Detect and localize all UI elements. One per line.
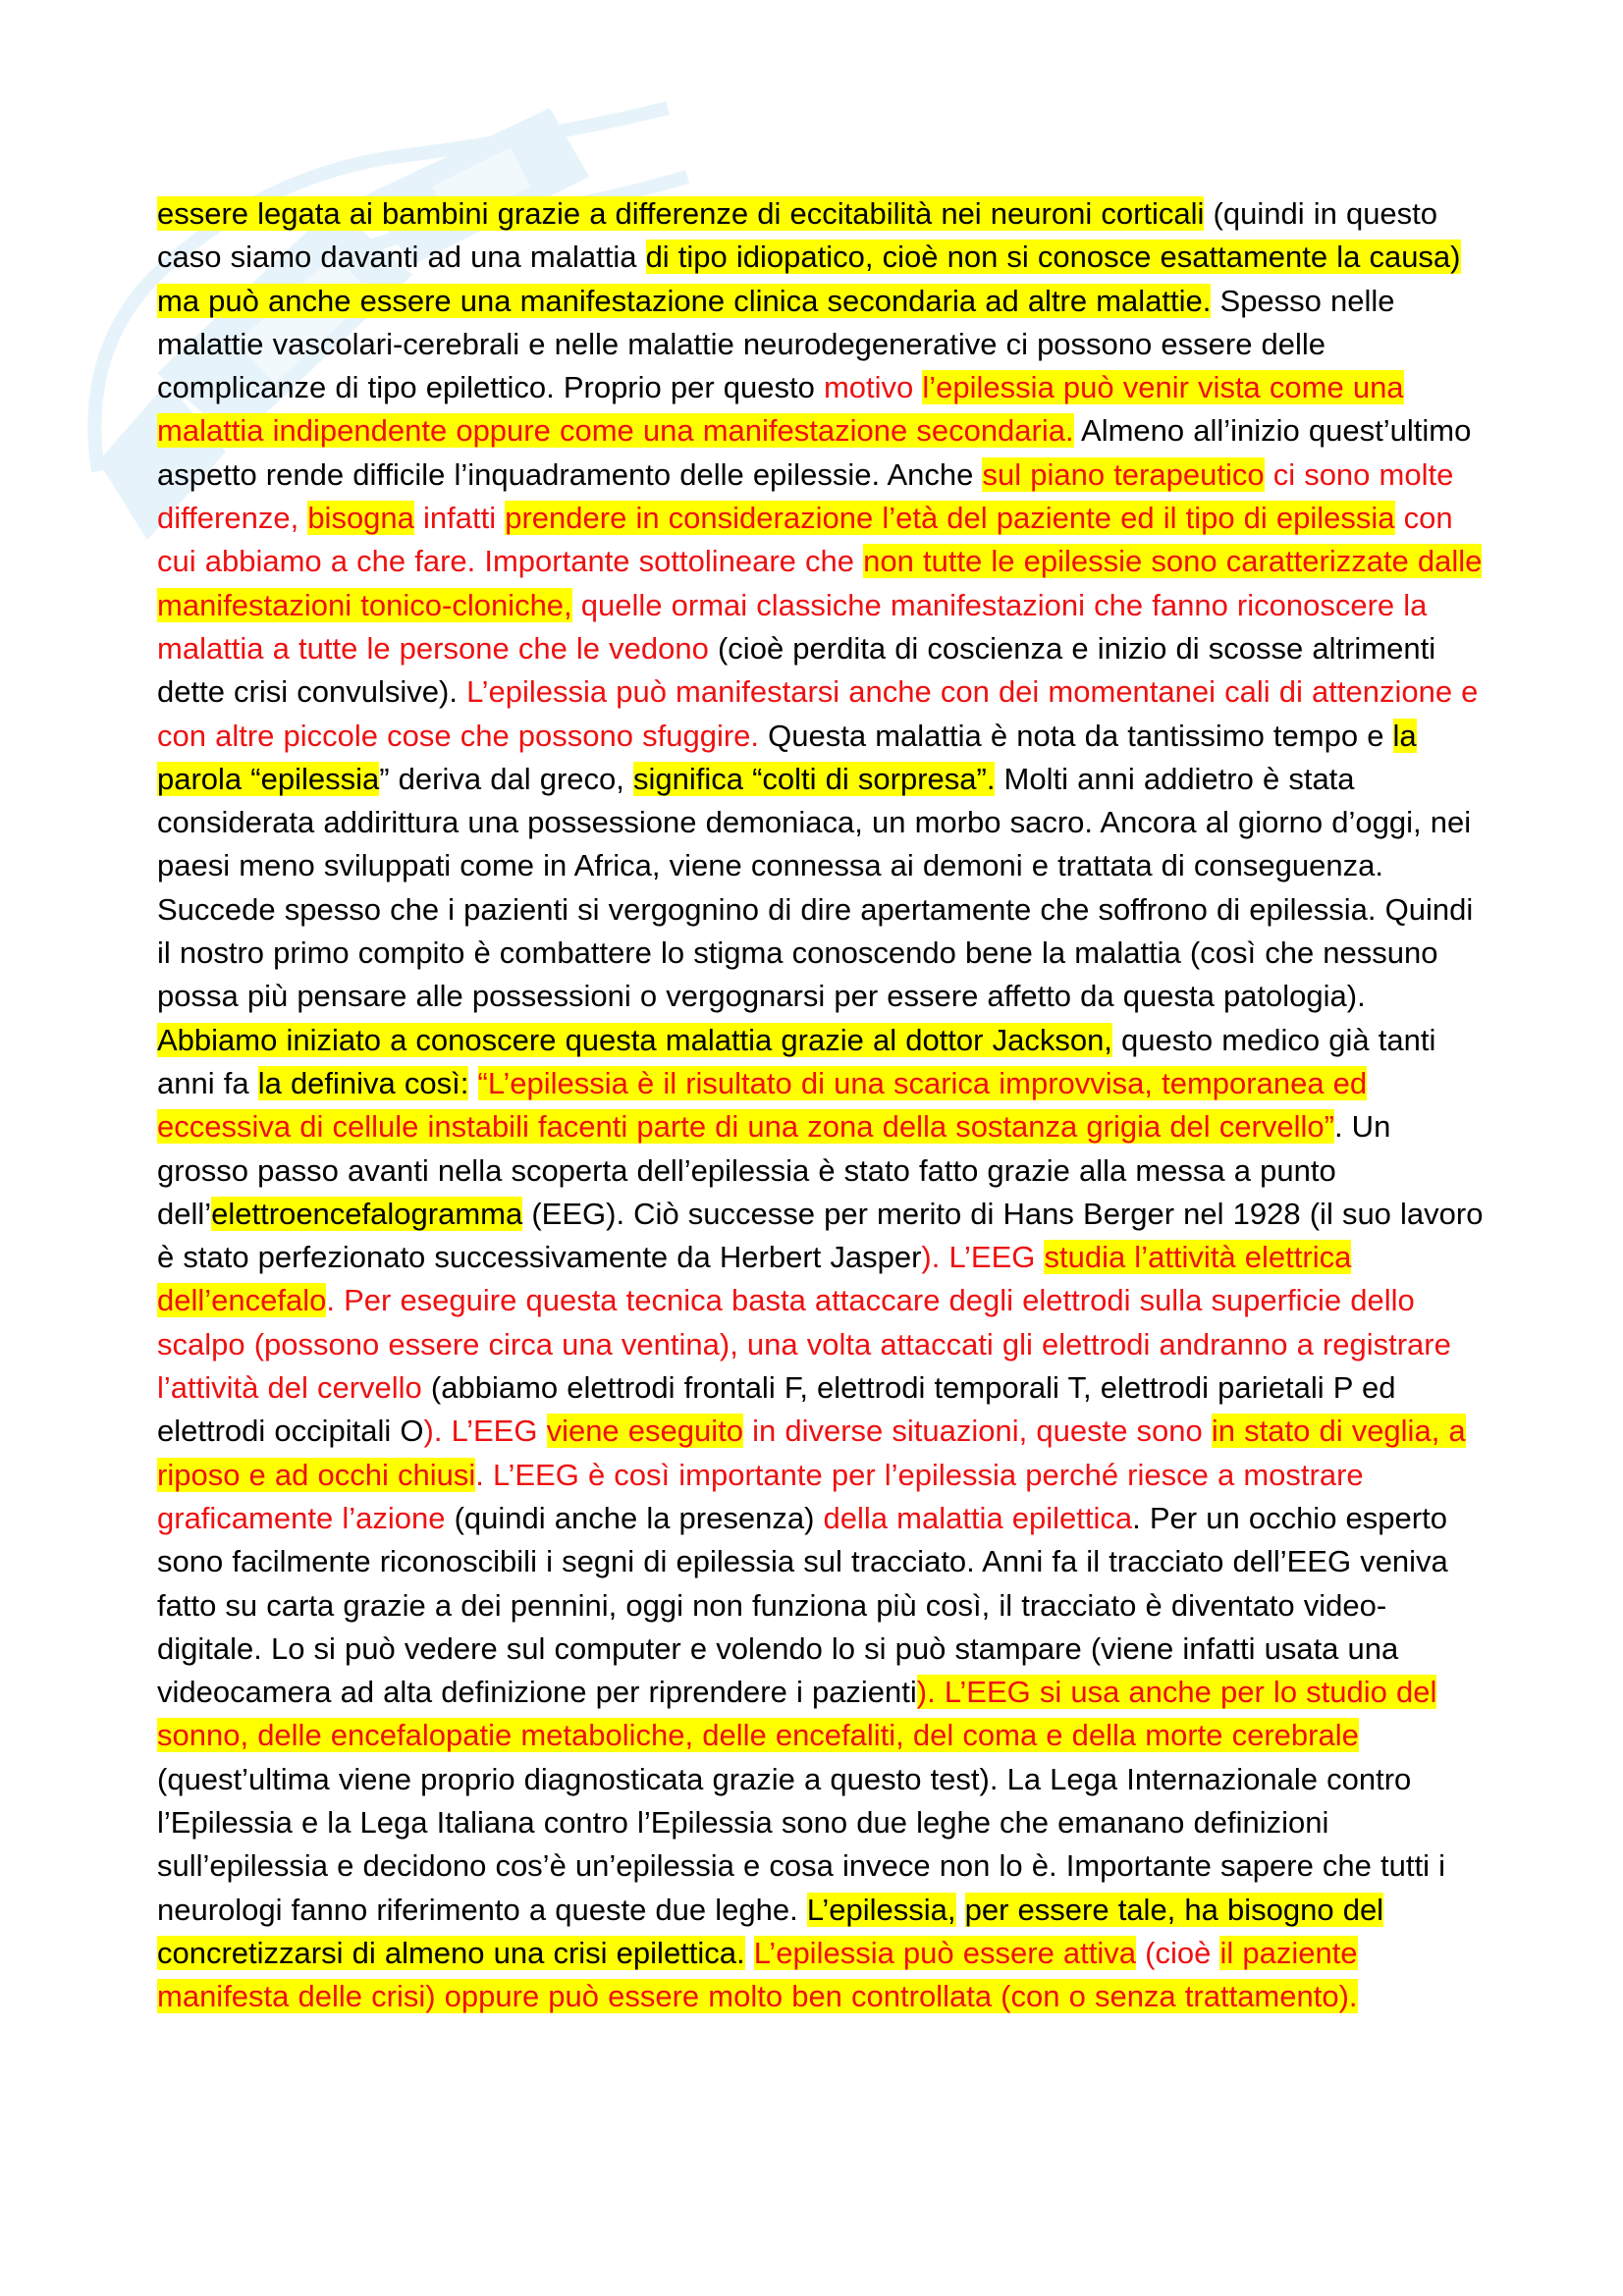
text-run: (EEG). Ciò successe per merito di Hans Berger nel 1928 (il suo lavoro è stato perfezionato successivamente da Herbert Jasper <box>157 1196 1484 1275</box>
text-run: studia l’attività elettrica dell’encefalo <box>157 1240 1352 1318</box>
text-run: la definiva così: <box>257 1065 469 1100</box>
text-run: quelle ormai classiche manifestazioni che fanno riconoscere la malattia a tutte le persone che le vedono <box>157 587 1428 666</box>
text-run: . L’EEG è così importante per l’epilessia perché riesce a mostrare graficamente l’azione <box>157 1457 1364 1535</box>
text-run: prendere in considerazione l’età del paziente ed il tipo di epilessia <box>505 501 1395 536</box>
paragraph <box>157 192 1488 2018</box>
text-run: L’epilessia, <box>806 1892 956 1927</box>
text-run: il paziente manifesta delle crisi) oppure può essere molto ben controllata (con o senza trattamento). <box>157 1935 1358 2014</box>
text-run: Almeno all’inizio quest’ultimo aspetto rende difficile l’inquadramento delle epilessie. Anche <box>157 413 1472 492</box>
text-run: Spesso nelle malattie vascolari-cerebrali e nelle malattie neurodegenerative ci possono essere delle complicanze di tipo epilettico. Proprio per questo <box>157 283 1395 405</box>
text-run: della malattia epilettica <box>823 1500 1133 1535</box>
text-run: (cioè perdita di coscienza e inizio di scosse altrimenti dette crisi convulsive). <box>157 630 1436 710</box>
text-run: elettroencefalogramma <box>211 1196 523 1231</box>
text-run: “L’epilessia è il risultato di una scarica improvvisa, temporanea ed eccessiva di cellule instabili facenti parte di una zona della sostanza grigia del cervello” <box>157 1065 1368 1145</box>
text-run: (quindi in questo caso siamo davanti ad una malattia <box>157 196 1438 275</box>
text-run: . Un grosso passo avanti nella scoperta dell’epilessia è stato fatto grazie alla messa a punto dell’ <box>157 1109 1391 1231</box>
text-run: motivo <box>823 370 923 405</box>
document-text <box>157 192 1488 2018</box>
text-run <box>745 1936 754 1970</box>
text-run: infatti <box>413 501 506 536</box>
text-run: L’epilessia può essere attiva <box>753 1935 1137 1970</box>
text-run: in stato di veglia, a riposo e ad occhi chiusi <box>157 1414 1466 1492</box>
text-run <box>468 1066 477 1100</box>
text-run: non tutte le epilessie sono caratterizzate dalle manifestazioni tonico-cloniche, <box>157 544 1483 622</box>
text-run: sul piano terapeutico <box>982 456 1265 492</box>
text-run: (cioè <box>1136 1935 1220 1970</box>
text-run: ). L’EEG <box>423 1414 547 1449</box>
text-run: . Per eseguire questa tecnica basta attaccare degli elettrodi sulla superficie dello scalpo (possono essere circa una ventina), una volta attaccati gli elettrodi andranno a registrare l’attività del cervello <box>157 1283 1451 1406</box>
text-run: ). L’EEG si usa anche per lo studio del sonno, delle encefalopatie metaboliche, delle encefaliti, del coma e della morte cerebrale <box>157 1675 1437 1753</box>
text-run: ci sono molte differenze, <box>157 456 1454 536</box>
text-run: la parola “epilessia <box>157 718 1417 796</box>
text-run: bisogna <box>307 501 414 536</box>
text-run: di tipo idiopatico, cioè non si conosce esattamente la causa) ma può anche essere una manifestazione clinica secondaria ad altre malattie. <box>157 240 1461 318</box>
text-run: viene eseguito <box>546 1414 743 1449</box>
text-run: L’epilessia può manifestarsi anche con dei momentanei cali di attenzione e con altre piccole cose che possono sfuggire. <box>157 674 1479 753</box>
text-run: Molti anni addietro è stata considerata addirittura una possessione demoniaca, un morbo sacro. Ancora al giorno d’oggi, nei paesi meno sviluppati come in Africa, viene connessa ai demoni e trattata di conseguenza. Succede spesso che i pazienti si vergognino di dire apertamente che soffrono di epilessia. Quindi il nostro primo compito è combattere lo stigma conoscendo bene la malattia (così che nessuno possa più pensare alle possessioni o vergognarsi per essere affetto da questa patologia). <box>157 761 1474 1014</box>
text-run: questo medico già tanti anni fa <box>157 1022 1436 1100</box>
text-run: (abbiamo elettrodi frontali F, elettrodi temporali T, elettrodi parietali P ed elettrodi occipitali O <box>157 1370 1396 1449</box>
text-run: Abbiamo iniziato a conoscere questa malattia grazie al dottor Jackson, <box>157 1022 1112 1057</box>
text-run: . Per un occhio esperto sono facilmente riconoscibili i segni di epilessia sul tracciato. Anni fa il tracciato dell’EEG veniva fatto su carta grazie a dei pennini, oggi non funziona più così, il tracciato è diventato video-digitale. Lo si può vedere sul computer e volendo lo si può stampare (viene infatti usata una videocamera ad alta definizione per riprendere i pazienti <box>157 1500 1448 1710</box>
text-run: (quindi anche la presenza) <box>445 1500 824 1535</box>
text-run: essere legata ai bambini grazie a differenze di eccitabilità nei neuroni corticali <box>157 196 1205 231</box>
text-run: con cui abbiamo a che fare. Importante sottolineare che <box>157 501 1453 579</box>
text-run: in diverse situazioni, queste sono <box>743 1414 1212 1449</box>
text-run: ” deriva dal greco, <box>379 761 633 796</box>
text-run: significa “colti di sorpresa”. <box>632 761 996 796</box>
text-run <box>956 1893 965 1927</box>
text-run: l’epilessia può venir vista come una malattia indipendente oppure come una manifestazione secondaria. <box>157 370 1404 449</box>
text-run: ). L’EEG <box>921 1240 1045 1275</box>
text-run: (quest’ultima viene proprio diagnosticata grazie a questo test). La Lega Internazionale contro l’Epilessia e la Lega Italiana contro l’Epilessia sono due leghe che emanano definizioni sull’epilessia e decidono cos’è un’epilessia e cosa invece non lo è. Importante sapere che tutti i neurologi fanno riferimento a queste due leghe. <box>157 1761 1445 1927</box>
text-run: per essere tale, ha bisogno del concretizzarsi di almeno una crisi epilettica. <box>157 1892 1384 1970</box>
text-run: Questa malattia è nota da tantissimo tempo e <box>759 718 1393 753</box>
